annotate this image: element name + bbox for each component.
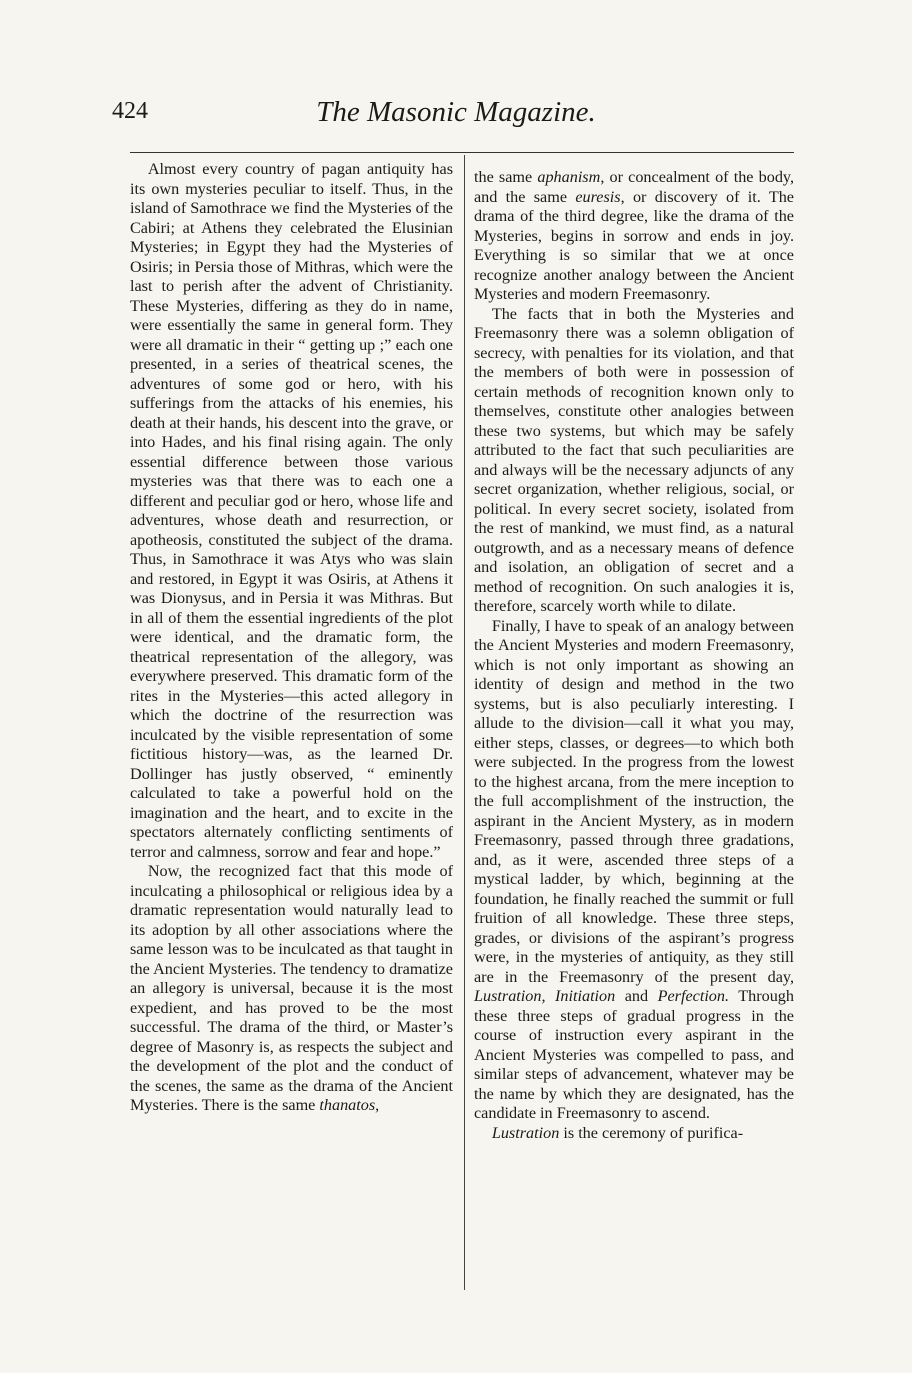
header-rule <box>130 152 794 153</box>
page-number: 424 <box>112 98 148 124</box>
text-run: Now, the recognized fact that this mode of inculcating a philosophical or religious idea by a dramatic representation would naturally lead to its adoption by all other associations where the same lesson was to be inculcated as that taught in the Ancient Mysteries. The tendency to dramatize an allegory is universal, because it is the most expedient, and has proved to be the most successful. The drama of the third, or Master’s degree of Masonry is, as respects the subject and the development of the plot and the conduct of the scenes, the same as the drama of the Ancient Mysteries. There is the same <box>130 862 453 1114</box>
left-column <box>130 160 453 1116</box>
text-run: The facts that in both the Mysteries and Freemasonry there was a solemn obligation of secrecy, with penalties for its violation, and that the members of both were in possession of certain methods of recognition known only to themselves, constitute other analogies between these two systems, but which may be safely attributed to the fact that such peculiarities are and always will be the necessary adjuncts of any secret organization, whether religious, social, or political. In every secret society, isolated from the rest of mankind, we must find, as a natural outgrowth, and as a necessary means of defence and isolation, an obligation of secret and a method of recognition. On such analogies it is, therefore, scarcely worth while to dilate. <box>474 304 794 615</box>
paragraph <box>130 862 453 1116</box>
italic-term: aphanism <box>537 168 601 186</box>
right-column <box>474 168 794 1143</box>
running-title: The Masonic Magazine. <box>316 96 596 128</box>
text-run: the same <box>474 168 538 186</box>
text-run: , or discovery of it. The drama of the third degree, like the drama of the Mysteries, begins in sorrow and ends in joy. Everything is so similar that we at once recognize another analogy between the Ancient Mysteries and modern Freemasonry. <box>474 187 794 303</box>
text-run: Finally, I have to speak of an analogy between the Ancient Mysteries and modern Freemasonry, which is not only important as showing an identity of design and method in the two systems, but is also peculiarly interesting. I allude to the division—call it what you may, either steps, classes, or degrees—to which both were subjected. In the progress from the lowest to the highest arcana, from the mere inception to the full accomplishment of the instruction, the aspirant in the Ancient Mystery, as in modern Freemasonry, passed through three gradations, and, as it were, ascended three steps of a mystical ladder, by which, beginning at the foundation, he finally reached the summit or full fruition of all knowledge. These three steps, grades, or divisions of the aspirant’s progress were, in the mysteries of antiquity, as they still are in the Freemasonry of the present day, <box>474 616 794 986</box>
italic-term: euresis <box>575 187 621 206</box>
paragraph <box>474 168 794 305</box>
italic-term: Lustration <box>491 1123 560 1142</box>
text-run: is the ceremony of purifica- <box>559 1123 744 1142</box>
italic-term: thanatos <box>319 1096 376 1114</box>
text-run: Almost every country of pagan antiquity has its own mysteries peculiar to itself. Thus, in the island of Samothrace we find the Mysteries of the Cabiri; at Athens they celebrated the Elusinian Mysteries; in Egypt they had the Mysteries of Osiris; in Persia those of Mithras, which were the last to perish after the advent of Christianity. These Mysteries, differing as they do in name, were essentially the same in general form. They were all dramatic in their “ getting up ;” each one presented, in a series of theatrical scenes, the adventures of some god or hero, with his sufferings from the attacks of his enemies, his death at their hands, his descent into the grave, or into Hades, and his final rising again. The only essential difference between those various mysteries was that there was to each one a different and peculiar god or hero, whose life and adventures, whose death and resurrection, or apotheosis, constituted the subject of the drama. Thus, in Samothrace it was Atys who was slain and restored, in Egypt it was Osiris, at Athens it was Dionysus, and in Persia it was Mithras. But in all of them the essential ingredients of the plot were identical, and the dramatic form, the theatrical representation of the allegory, was everywhere preserved. This dramatic form of the rites in the Mysteries—this acted allegory in which the doctrine of the resurrection was inculcated by the visible representation of some fictitious history—was, as the learned Dr. Dollinger has justly observed, “ eminently calculated to take a powerful hold on the imagination and the heart, and to excite in the spectators alternately conflicting sentiments of terror and calmness, sorrow and fear and hope.” <box>130 160 453 861</box>
paragraph <box>474 305 794 617</box>
column-divider <box>464 155 465 1290</box>
paragraph <box>130 160 453 862</box>
italic-term: Lustration, Initiation <box>474 987 616 1005</box>
text-run: and <box>615 987 658 1005</box>
italic-term: Perfection. <box>657 987 730 1005</box>
text-run: , <box>375 1096 380 1114</box>
text-run: , or concealment of the body, and the same <box>474 168 795 206</box>
text-run: Through these three steps of gradual progress in the course of instruction every aspirant in the Ancient Mysteries was compelled to pass, and similar steps of advancement, whatever may be the name by which they are designated, has the candidate in Freemasonry to ascend. <box>474 987 794 1122</box>
paragraph <box>474 1124 794 1144</box>
paragraph <box>474 617 794 1124</box>
